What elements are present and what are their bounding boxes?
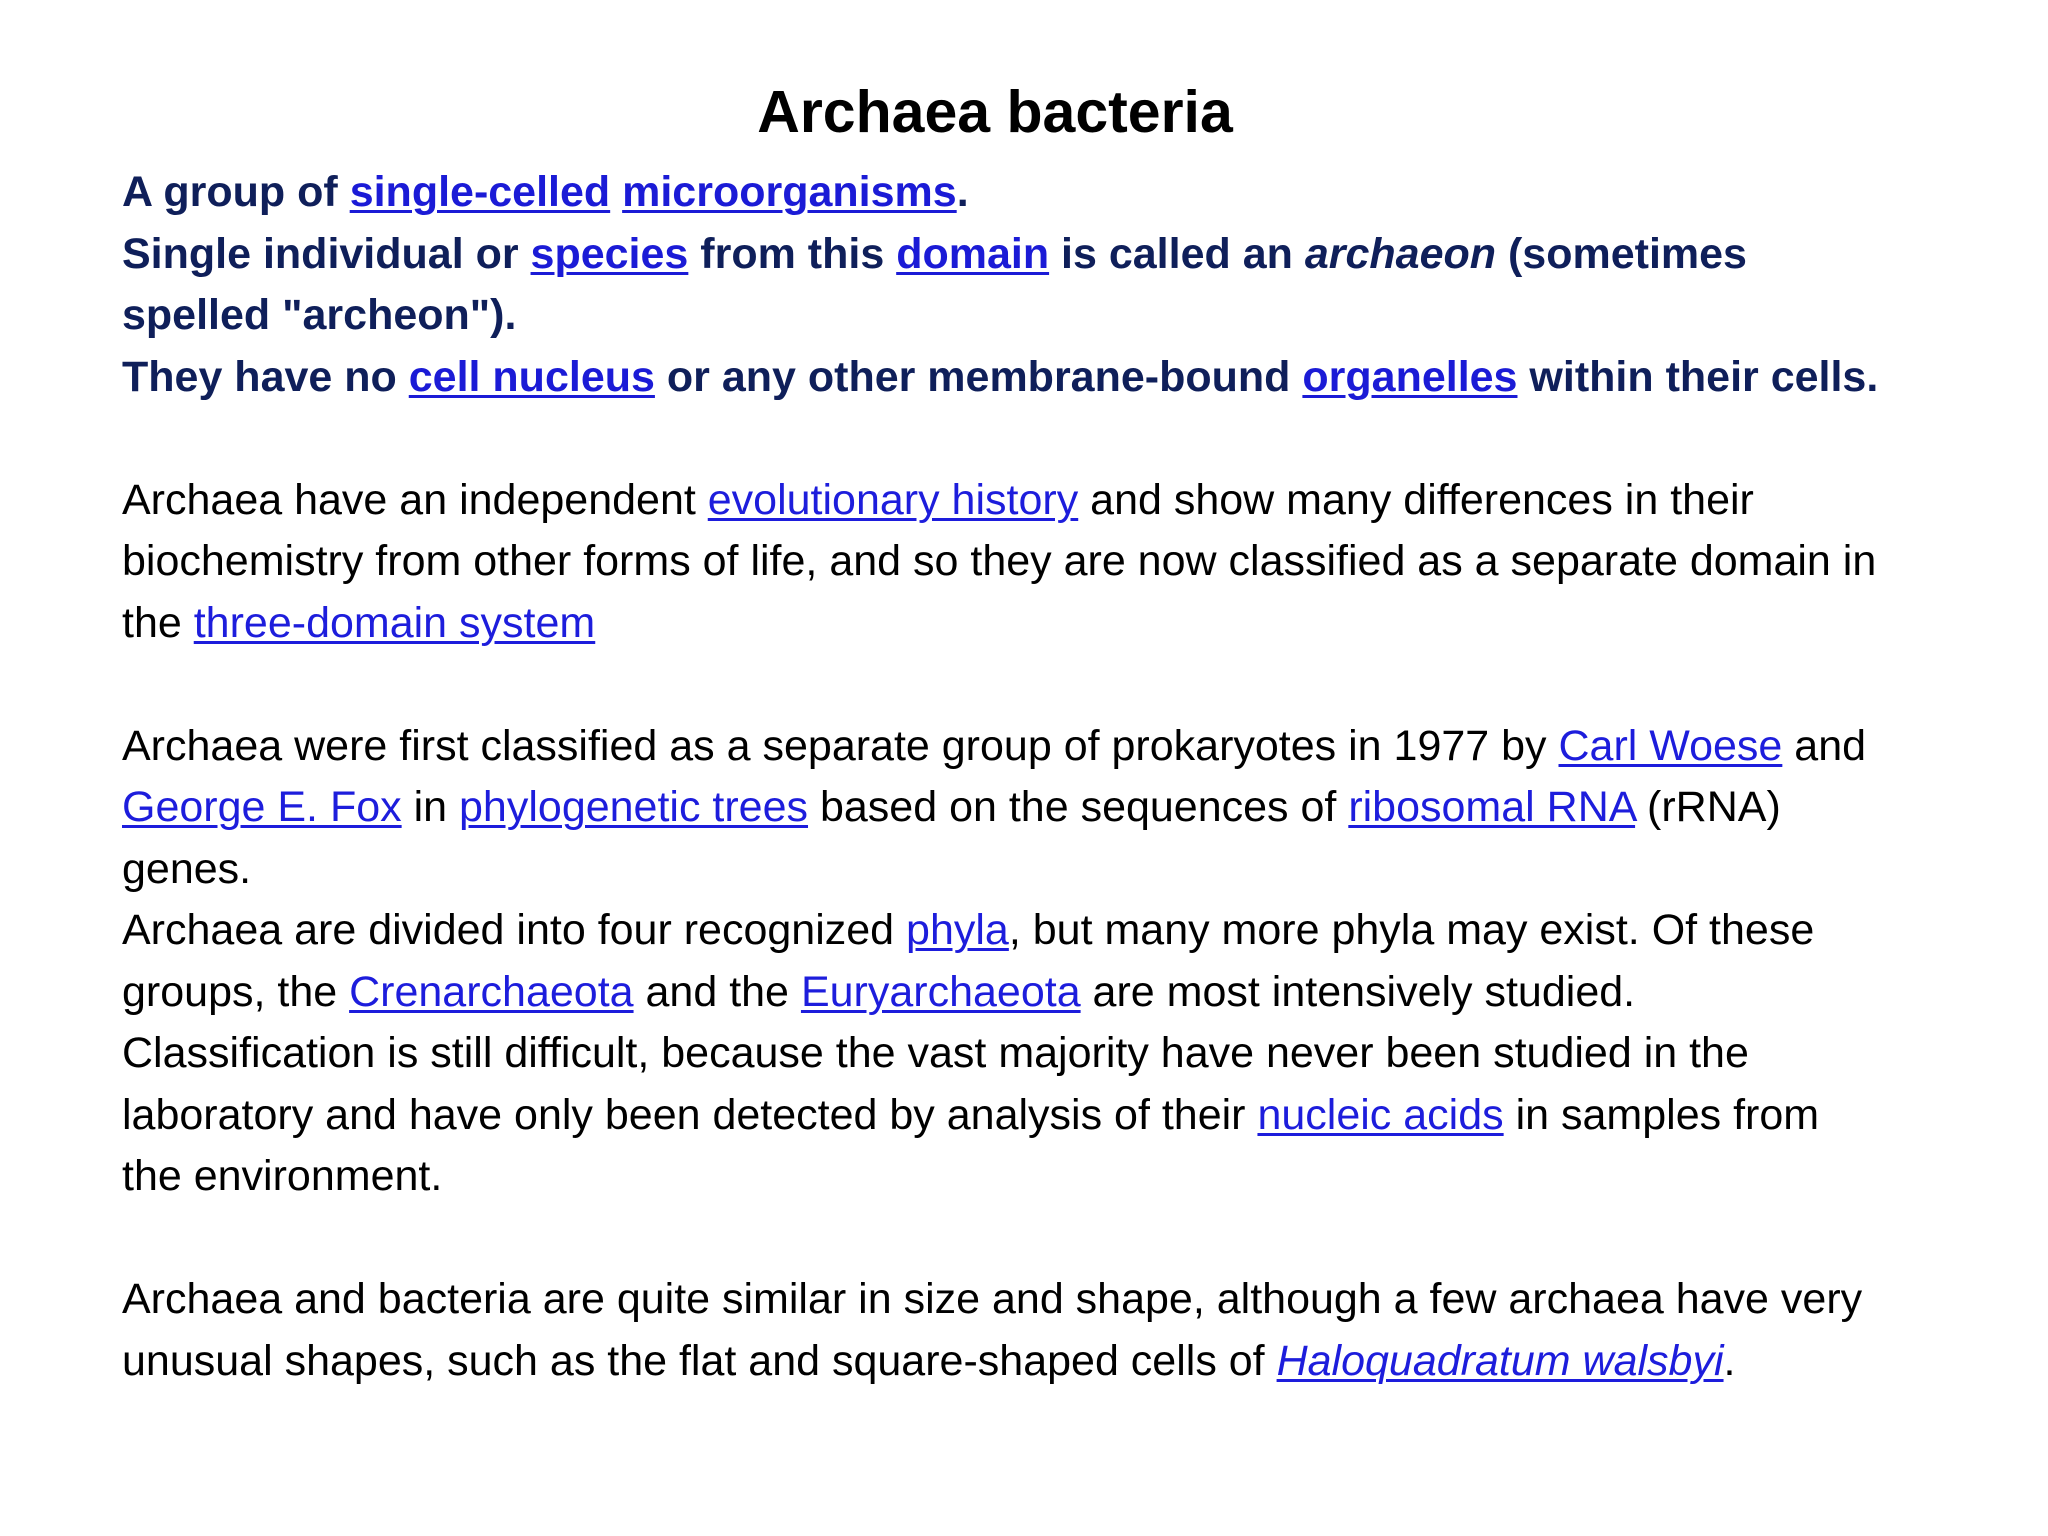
link-three-domain-system[interactable]: three-domain system [193, 598, 596, 647]
page-title: Archaea bacteria [757, 79, 1233, 145]
text-run: (sometimes spelled "archeon"). [122, 229, 1747, 339]
link-phyla[interactable]: phyla [906, 906, 1009, 954]
text-run: Archaea were first classified as a separate group of prokaryotes in 1977 by [122, 721, 1559, 770]
text-run: Single individual or [122, 229, 531, 278]
link-george-e-fox[interactable]: George E. Fox [122, 783, 402, 831]
paragraph-phyla [122, 900, 1882, 1208]
text-run: from this [688, 229, 897, 278]
emphasis-archaeon: archaeon [1304, 229, 1497, 278]
text-run: Archaea and bacteria are quite similar in size and shape, although a few archaea have very unusual shapes, such as the flat and square-shaped cells of [122, 1275, 1863, 1385]
link-domain[interactable]: domain [896, 229, 1050, 278]
paragraph-classification-history [122, 716, 1882, 901]
text-run: or any other membrane-bound [654, 352, 1303, 401]
text-run: in samples from the environment. [122, 1090, 1820, 1200]
intro-line-1 [122, 162, 1882, 224]
text-run [610, 168, 622, 216]
text-run: and [1782, 721, 1867, 770]
link-ribosomal-rna[interactable]: ribosomal RNA [1348, 783, 1636, 831]
text-run: . [956, 168, 969, 216]
link-single-celled[interactable]: single-celled [349, 168, 611, 216]
link-carl-woese[interactable]: Carl Woese [1558, 721, 1783, 770]
intro-line-3 [122, 347, 1882, 409]
paragraph-size-and-shape [122, 1269, 1882, 1392]
text-run: Archaea are divided into four recognized [122, 906, 907, 954]
intro-line-2 [122, 224, 1882, 347]
link-crenarchaeota[interactable]: Crenarchaeota [349, 967, 634, 1016]
text-run: are most intensively studied. Classification is still difficult, because the vast majority have never been studied in the laboratory and have only been detected by analysis of their [122, 967, 1749, 1139]
text-run: . [1723, 1336, 1736, 1385]
text-run: Archaea have an independent [122, 475, 708, 524]
link-euryarchaeota[interactable]: Euryarchaeota [800, 967, 1081, 1016]
text-run: A group of [122, 168, 350, 216]
text-run: , but many more phyla may exist. Of these groups, the [122, 906, 1815, 1016]
link-haloquadratum-walsbyi[interactable] [1277, 1337, 1724, 1385]
text-run: and show many differences in their biochemistry from other forms of life, and so they are now classified as a separate domain in the [122, 475, 1877, 647]
text-run: based on the sequences of [808, 783, 1349, 831]
link-evolutionary-history[interactable]: evolutionary history [707, 475, 1079, 524]
text-run: within their cells. [1517, 352, 1879, 401]
text-run: (rRNA) genes. [122, 783, 1781, 893]
link-species[interactable]: species [530, 229, 689, 278]
text-run: in [401, 783, 460, 831]
link-microorganisms[interactable]: microorganisms [622, 168, 957, 216]
paragraph-spacer [122, 1208, 1882, 1270]
paragraph-spacer [122, 654, 1882, 716]
paragraph-spacer [122, 408, 1882, 470]
link-nucleic-acids[interactable]: nucleic acids [1257, 1090, 1504, 1139]
link-organelles[interactable]: organelles [1302, 352, 1518, 401]
link-phylogenetic-trees[interactable]: phylogenetic trees [459, 783, 809, 831]
paragraph-evolutionary-history [122, 470, 1882, 655]
slide-content [122, 162, 1882, 1392]
text-run: They have no [122, 352, 409, 401]
text-run: and the [633, 967, 801, 1016]
text-run: is called an [1049, 229, 1305, 278]
emphasis-species-name: Haloquadratum walsbyi [1276, 1336, 1724, 1385]
link-cell-nucleus[interactable]: cell nucleus [408, 352, 655, 401]
